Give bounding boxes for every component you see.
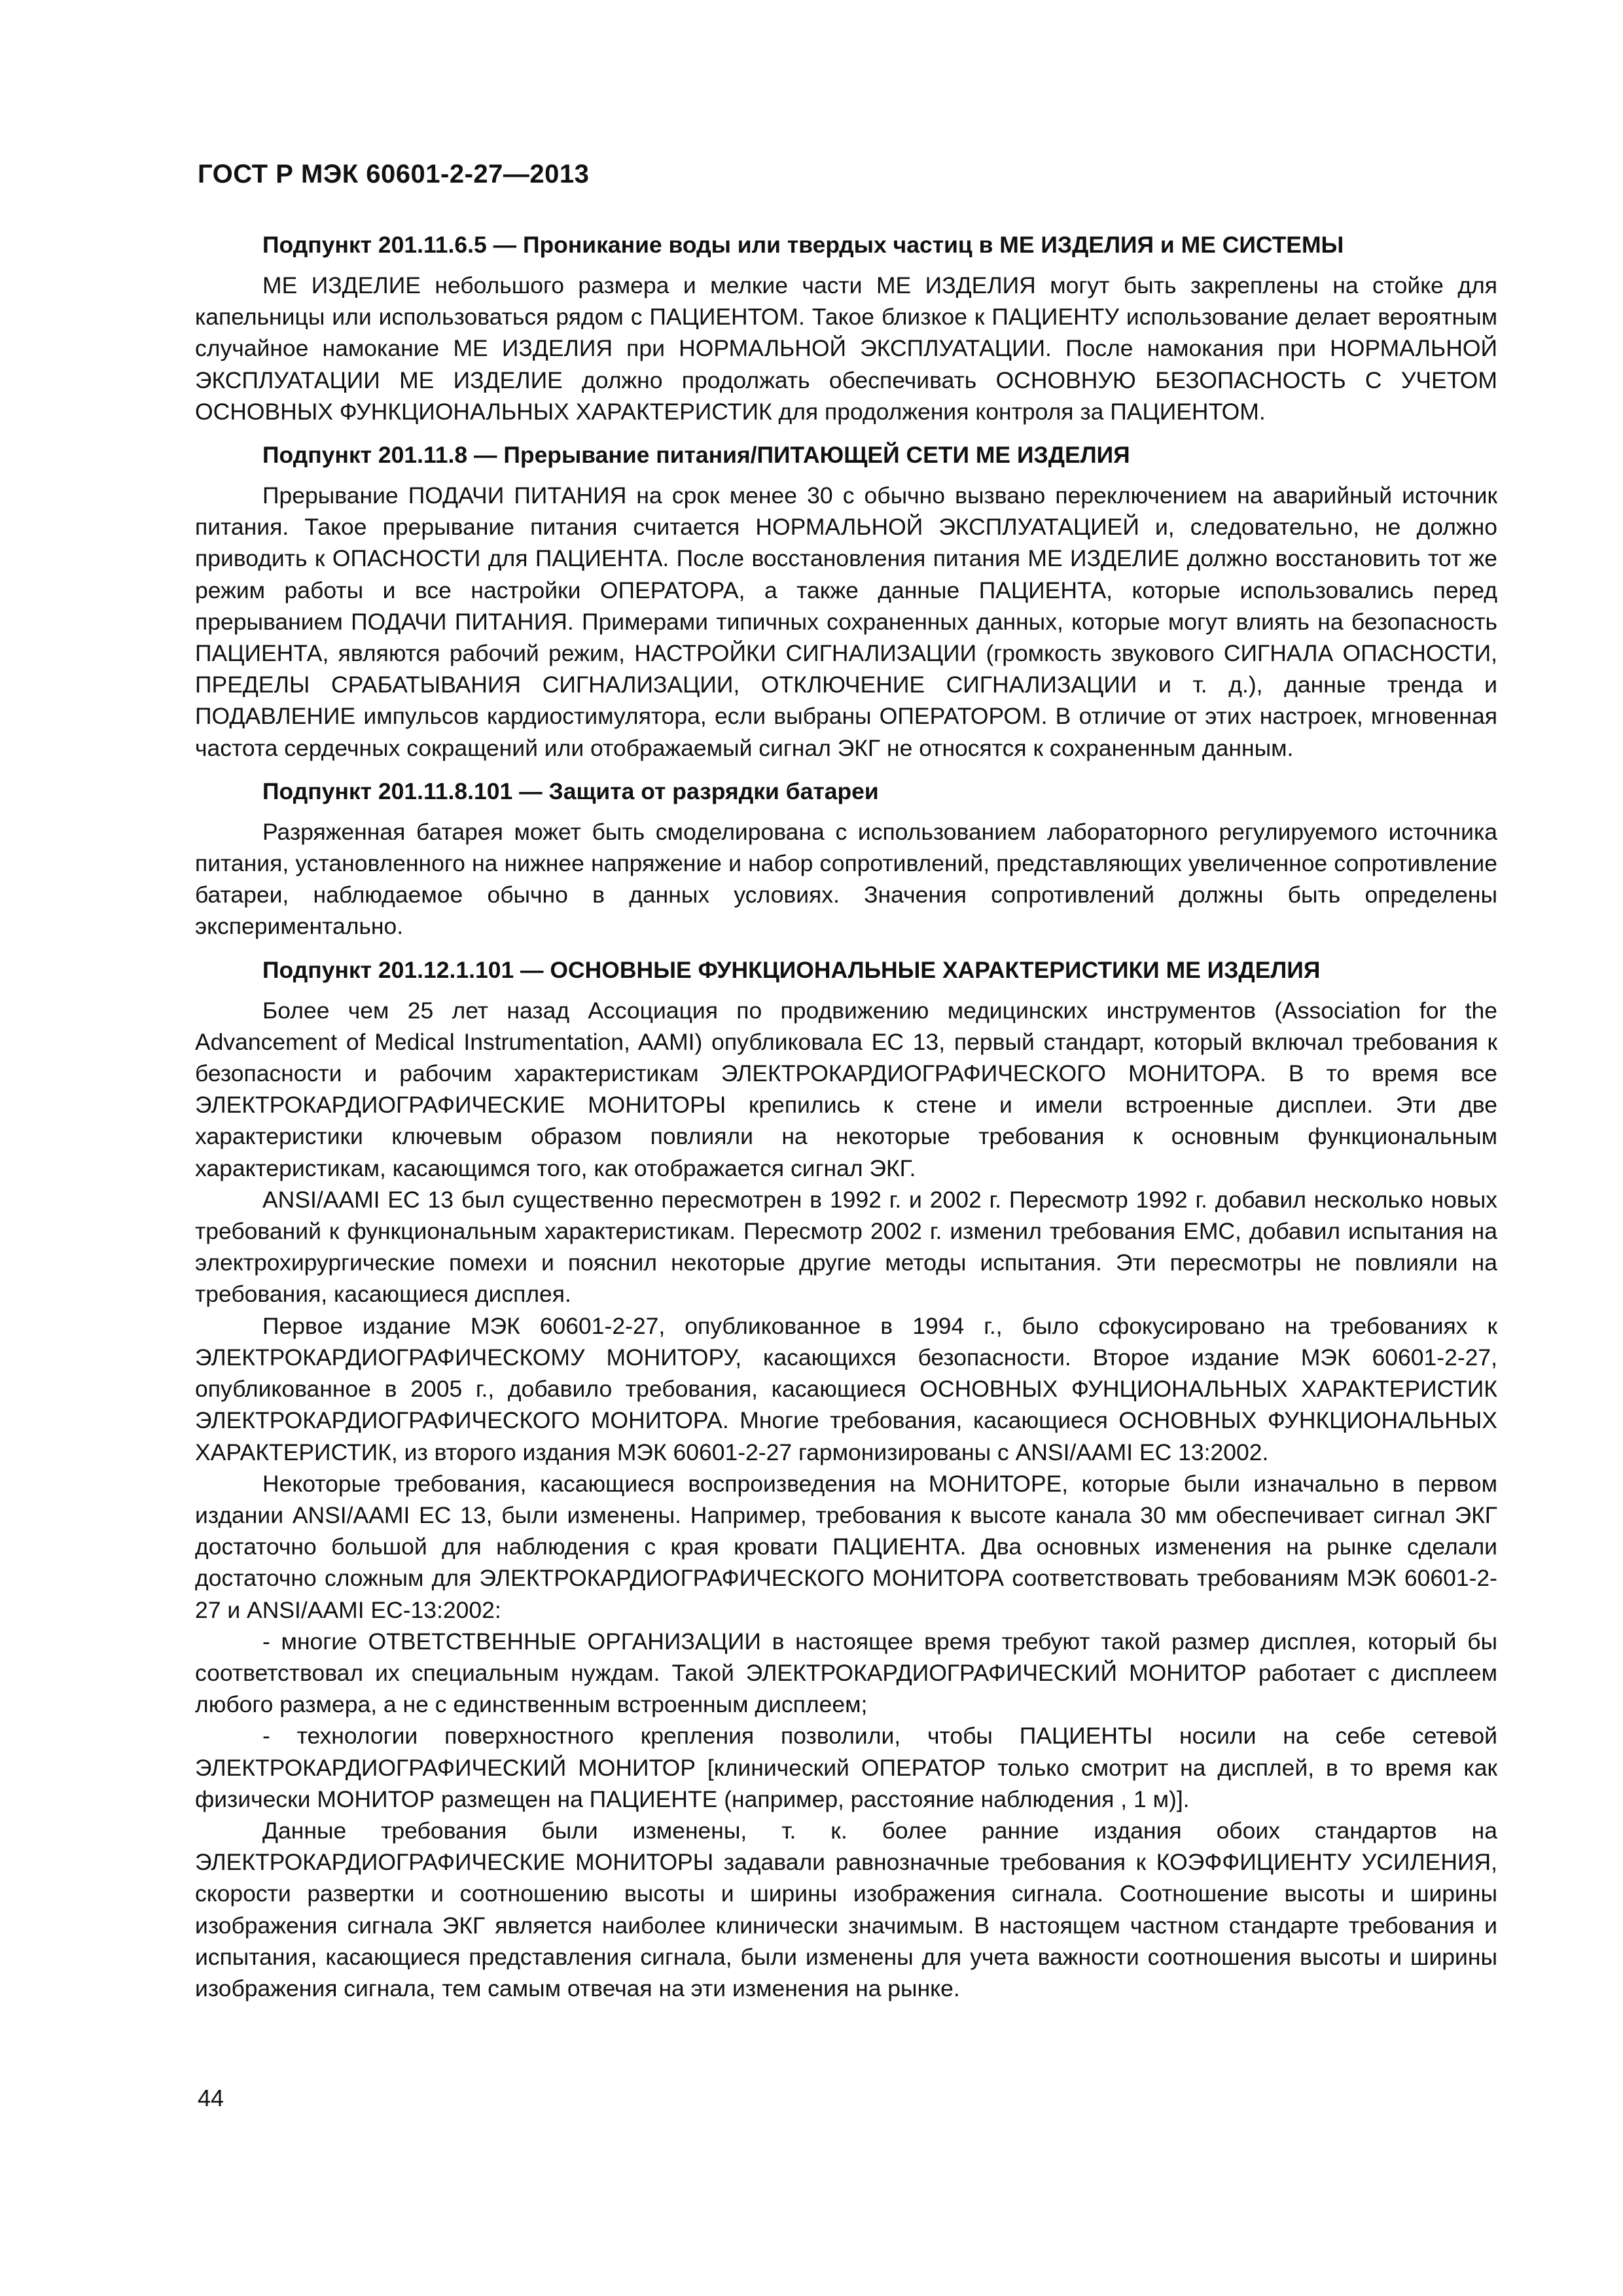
list-item: - технологии поверхностного крепления позволили, чтобы ПАЦИЕНТЫ носили на себе сетевой ЭЛЕКТРОКАРДИОГРАФИЧЕСКИЙ МОНИТОР [клинический ОПЕРАТОР только смотрит на дисплей, в то время как физически МОНИТОР размещен на ПАЦИЕНТЕ (например, расстояние наблюдения , 1 м)]. — [195, 1723, 1497, 1812]
paragraph: Более чем 25 лет назад Ассоциация по продвижению медицинских инструментов (Association for the Advancement of Medical Instrumentation, AAMI) опубликовала ЕС 13, первый стандарт, который включал требования к безопасности и рабочим характеристикам ЭЛЕКТРОКАРДИОГРАФИЧЕСКОГО МОНИТОРА. В то время все ЭЛЕКТРОКАРДИОГРАФИЧЕСКИЕ МОНИТОРЫ крепились к стене и имели встроенные дисплеи. Эти две характеристики ключевым образом повлияли на некоторые требования к основным функциональным характеристикам, касающимся того, как отображается сигнал ЭКГ. — [195, 997, 1497, 1181]
document-code: ГОСТ Р МЭК 60601-2-27—2013 — [198, 160, 590, 188]
list-item: - многие ОТВЕТСТВЕННЫЕ ОРГАНИЗАЦИИ в настоящее время требуют такой размер дисплея, который бы соответствовал их специальным нуждам. Такой ЭЛЕКТРОКАРДИОГРАФИЧЕСКИЙ МОНИТОР работает с дисплеем любого размера, а не с единственным встроенным дисплеем; — [195, 1628, 1497, 1718]
section-201-11-6-5 — [195, 229, 1497, 427]
section-heading: Подпункт 201.11.8 — Прерывание питания/ПИТАЮЩЕЙ СЕТИ МЕ ИЗДЕЛИЯ — [262, 442, 1130, 469]
section-heading: Подпункт 201.12.1.101 — ОСНОВНЫЕ ФУНКЦИОНАЛЬНЫЕ ХАРАКТЕРИСТИКИ МЕ ИЗДЕЛИЯ — [262, 956, 1321, 983]
section-201-11-8-101 — [195, 776, 1497, 942]
paragraph: МЕ ИЗДЕЛИЕ небольшого размера и мелкие части МЕ ИЗДЕЛИЯ могут быть закреплены на стойке для капельницы или использоваться рядом с ПАЦИЕНТОМ. Такое близкое к ПАЦИЕНТУ использование делает вероятным случайное намокание МЕ ИЗДЕЛИЯ при НОРМАЛЬНОЙ ЭКСПЛУАТАЦИИ. После намокания при НОРМАЛЬНОЙ ЭКСПЛУАТАЦИИ МЕ ИЗДЕЛИЕ должно продолжать обеспечивать ОСНОВНУЮ БЕЗОПАСНОСТЬ С УЧЕТОМ ОСНОВНЫХ ФУНКЦИОНАЛЬНЫХ ХАРАКТЕРИСТИК для продолжения контроля за ПАЦИЕНТОМ. — [195, 272, 1497, 425]
paragraph: Разряженная батарея может быть смоделирована с использованием лабораторного регулируемого источника питания, установленного на нижнее напряжение и набор сопротивлений, представляющих увеличенное сопротивление батареи, наблюдаемое обычно в данных условиях. Значения сопротивлений должны быть определены экспериментально. — [195, 818, 1497, 940]
paragraph: Данные требования были изменены, т. к. более ранние издания обоих стандартов на ЭЛЕКТРОКАРДИОГРАФИЧЕСКИЕ МОНИТОРЫ задавали равнозначные требования к КОЭФФИЦИЕНТУ УСИЛЕНИЯ, скорости развертки и соотношению высоты и ширины изображения сигнала. Соотношение высоты и ширины изображения сигнала ЭКГ является наиболее клинически значимым. В настоящем частном стандарте требования и испытания, касающиеся представления сигнала, были изменены для учета важности соотношения высоты и ширины изображения сигнала, тем самым отвечая на эти изменения на рынке. — [195, 1817, 1497, 2001]
section-201-12-1-101 — [195, 954, 1497, 2005]
paragraph: Прерывание ПОДАЧИ ПИТАНИЯ на срок менее 30 с обычно вызвано переключением на аварийный источник питания. Такое прерывание питания считается НОРМАЛЬНОЙ ЭКСПЛУАТАЦИЕЙ и, следовательно, не должно приводить к ОПАСНОСТИ для ПАЦИЕНТА. После восстановления питания МЕ ИЗДЕЛИЕ должно восстановить тот же режим работы и все настройки ОПЕРАТОРА, а также данные ПАЦИЕНТА, которые использовались перед прерыванием ПОДАЧИ ПИТАНИЯ. Примерами типичных сохраненных данных, которые могут влиять на безопасность ПАЦИЕНТА, являются рабочий режим, НАСТРОЙКИ СИГНАЛИЗАЦИИ (громкость звукового СИГНАЛА ОПАСНОСТИ, ПРЕДЕЛЫ СРАБАТЫВАНИЯ СИГНАЛИЗАЦИИ, ОТКЛЮЧЕНИЕ СИГНАЛИЗАЦИИ и т. д.), данные тренда и ПОДАВЛЕНИЕ импульсов кардиостимулятора, если выбраны ОПЕРАТОРОМ. В отличие от этих настроек, мгновенная частота сердечных сокращений или отображаемый сигнал ЭКГ не относятся к сохраненным данным. — [195, 482, 1497, 761]
page-number: 44 — [198, 2085, 224, 2111]
section-201-11-8 — [195, 439, 1497, 764]
section-heading: Подпункт 201.11.8.101 — Защита от разрядки батареи — [262, 778, 879, 804]
document-body — [195, 229, 1497, 2004]
paragraph: ANSI/AAMI EC 13 был существенно пересмотрен в 1992 г. и 2002 г. Пересмотр 1992 г. добавил несколько новых требований к функциональным характеристикам. Пересмотр 2002 г. изменил требования ЕМС, добавил испытания на электрохирургические помехи и пояснил некоторые другие методы испытания. Эти пересмотры не повлияли на требования, касающиеся дисплея. — [195, 1186, 1497, 1308]
section-heading: Подпункт 201.11.6.5 — Проникание воды или твердых частиц в МЕ ИЗДЕЛИЯ и МЕ СИСТЕМЫ — [262, 232, 1344, 258]
paragraph: Некоторые требования, касающиеся воспроизведения на МОНИТОРЕ, которые были изначально в первом издании ANSI/AAMI EC 13, были изменены. Например, требования к высоте канала 30 мм обеспечивает сигнал ЭКГ достаточно большой для наблюдения с края кровати ПАЦИЕНТА. Два основных изменения на рынке сделали достаточно сложным для ЭЛЕКТРОКАРДИОГРАФИЧЕСКОГО МОНИТОРА соответствовать требованиям МЭК 60601-2-27 и ANSI/AAMI EC-13:2002: — [195, 1470, 1497, 1623]
paragraph: Первое издание МЭК 60601-2-27, опубликованное в 1994 г., было сфокусировано на требованиях к ЭЛЕКТРОКАРДИОГРАФИЧЕСКОМУ МОНИТОРУ, касающихся безопасности. Второе издание МЭК 60601-2-27, опубликованное в 2005 г., добавило требования, касающиеся ОСНОВНЫХ ФУНЦИОНАЛЬНЫХ ХАРАКТЕРИСТИК ЭЛЕКТРОКАРДИОГРАФИЧЕСКОГО МОНИТОРА. Многие требования, касающиеся ОСНОВНЫХ ФУНКЦИОНАЛЬНЫХ ХАРАКТЕРИСТИК, из второго издания МЭК 60601-2-27 гармонизированы с ANSI/AAMI EC 13:2002. — [195, 1312, 1497, 1465]
